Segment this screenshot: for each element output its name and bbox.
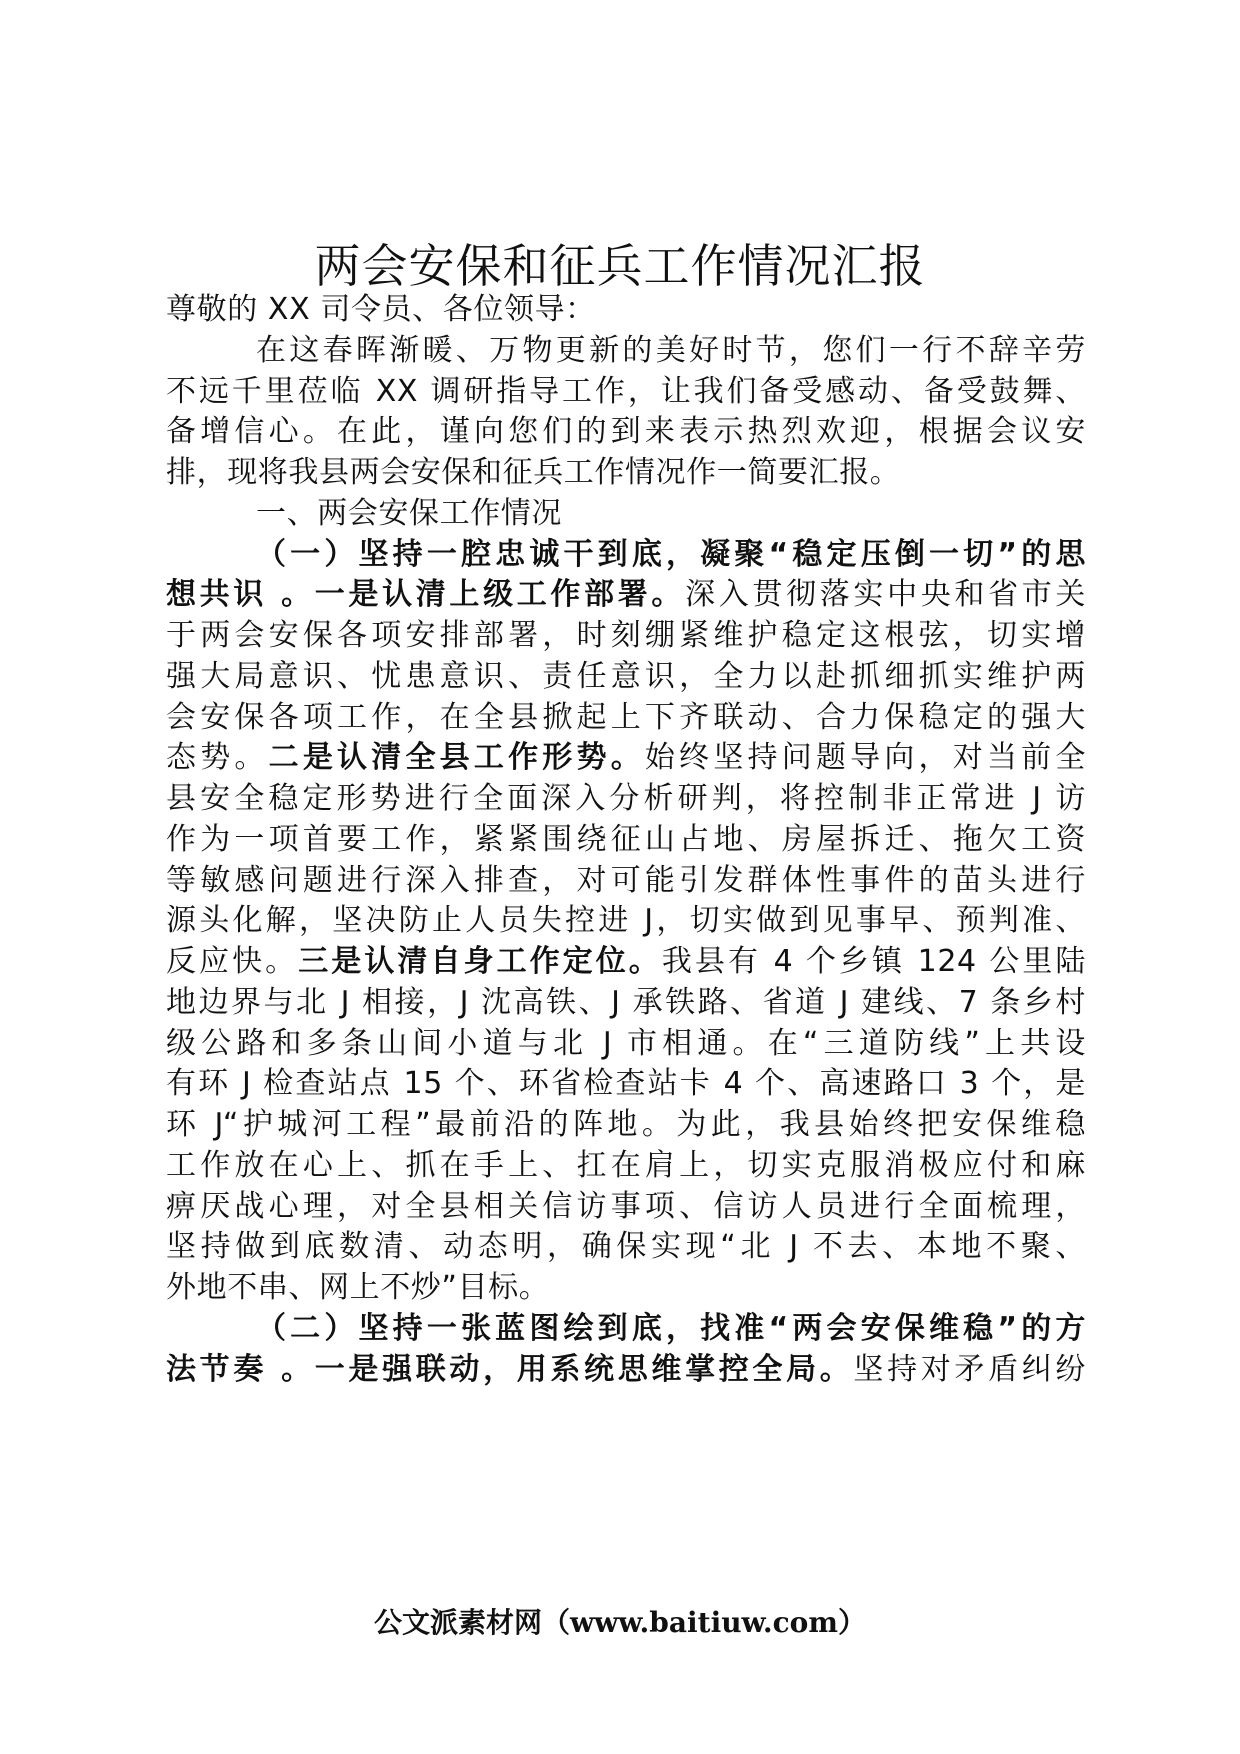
- document-title: 两会安保和征兵工作情况汇报: [314, 239, 926, 293]
- body-line: [166, 657, 1086, 697]
- body-line: [166, 983, 1086, 1023]
- text-run: 县安全稳定形势进行全面深入分析研判，将控制非正常进 J 访: [166, 781, 1086, 816]
- text-run: 一、两会安保工作情况: [256, 495, 562, 531]
- body-line: [256, 331, 1086, 371]
- text-run: 源头化解，坚决防止人员失控进 J，切实做到见事早、预判准、: [166, 903, 1086, 939]
- text-run: 尊敬的 XX 司令员、各位领导：: [166, 292, 596, 327]
- body-line: [166, 412, 1086, 452]
- body-line: [166, 698, 1086, 738]
- body-line: [166, 616, 1086, 656]
- text-run: 于两会安保各项安排部署，时刻绷紧维护稳定这根弦，切实增: [166, 618, 1086, 653]
- text-run: 工作放在心上、抓在手上、扛在肩上，切实克服消极应付和麻: [166, 1147, 1086, 1183]
- body-line: [166, 1064, 1086, 1104]
- body-line: [166, 1187, 1086, 1227]
- body-line: [166, 1227, 1086, 1267]
- body-line: [166, 1146, 1086, 1186]
- body-line: [166, 820, 1086, 860]
- body-line: [166, 290, 1086, 330]
- body-line: [256, 494, 1086, 534]
- text-run: 深入贯彻落实中央和省市关: [685, 577, 1086, 613]
- body-line: [166, 575, 1086, 615]
- body-line: [166, 942, 1086, 982]
- bold-run: 三是认清自身工作定位。: [298, 944, 662, 979]
- text-run: 我县有 4 个乡镇 124 公里陆: [661, 944, 1086, 979]
- text-run: 有环 J 检查站点 15 个、环省检查站卡 4 个、高速路口 3 个，是: [166, 1066, 1086, 1102]
- text-run: 强大局意识、忧患意识、责任意识，全力以赴抓细抓实维护两: [166, 658, 1086, 694]
- text-run: 坚持做到底数清、动态明，确保实现“北 J 不去、本地不聚、: [166, 1229, 1086, 1265]
- body-line: [166, 1268, 1086, 1308]
- text-run: 地边界与北 J 相接，J 沈高铁、J 承铁路、省道 J 建线、7 条乡村: [166, 984, 1086, 1020]
- text-run: 外地不串、网上不炒”目标。: [166, 1270, 550, 1305]
- body-line: [166, 1024, 1086, 1064]
- text-run: 等敏感问题进行深入排查，对可能引发群体性事件的苗头进行: [166, 862, 1086, 898]
- body-line: [166, 901, 1086, 941]
- body-line: [166, 779, 1086, 819]
- bold-run: 想共识 。一是认清上级工作部署。: [166, 577, 686, 613]
- text-run: 在这春晖渐暖、万物更新的美好时节，您们一行不辞辛劳: [256, 332, 1086, 368]
- text-run: 态势。: [166, 740, 269, 776]
- footer-watermark: 公文派素材网（www.baitiuw.com）: [374, 1606, 866, 1639]
- text-run: 反应快。: [166, 944, 299, 979]
- body-line: [166, 1350, 1086, 1390]
- body-line: [256, 535, 1086, 575]
- bold-run: （二）坚持一张蓝图绘到底，找准“两会安保维稳”的方: [256, 1310, 1086, 1346]
- body-line: [166, 861, 1086, 901]
- bold-run: （一）坚持一腔忠诚干到底，凝聚“稳定压倒一切”的思: [256, 536, 1086, 572]
- text-run: 级公路和多条山间小道与北 J 市相通。在“三道防线”上共设: [166, 1025, 1086, 1061]
- text-run: 坚持对矛盾纠纷: [853, 1351, 1086, 1387]
- body-line: [166, 1105, 1086, 1145]
- text-run: 排，现将我县两会安保和征兵工作情况作一简要汇报。: [166, 455, 901, 490]
- bold-run: 二是认清全县工作形势。: [268, 740, 645, 776]
- text-run: 痹厌战心理，对全县相关信访事项、信访人员进行全面梳理，: [166, 1188, 1086, 1224]
- bold-run: 法节奏 。一是强联动，用系统思维掌控全局。: [166, 1351, 854, 1387]
- text-run: 环 J“护城河工程”最前沿的阵地。为此，我县始终把安保维稳: [166, 1107, 1086, 1142]
- text-run: 始终坚持问题导向，对当前全: [644, 740, 1086, 776]
- body-line: [256, 1309, 1086, 1349]
- text-run: 会安保各项工作，在全县掀起上下齐联动、合力保稳定的强大: [166, 699, 1086, 735]
- body-line: [166, 372, 1086, 412]
- text-run: 不远千里莅临 XX 调研指导工作，让我们备受感动、备受鼓舞、: [166, 373, 1086, 409]
- body-line: [166, 738, 1086, 778]
- text-run: 作为一项首要工作，紧紧围绕征山占地、房屋拆迁、拖欠工资: [166, 821, 1086, 857]
- body-line: [166, 453, 1086, 493]
- text-run: 备增信心。在此，谨向您们的到来表示热烈欢迎，根据会议安: [166, 414, 1086, 450]
